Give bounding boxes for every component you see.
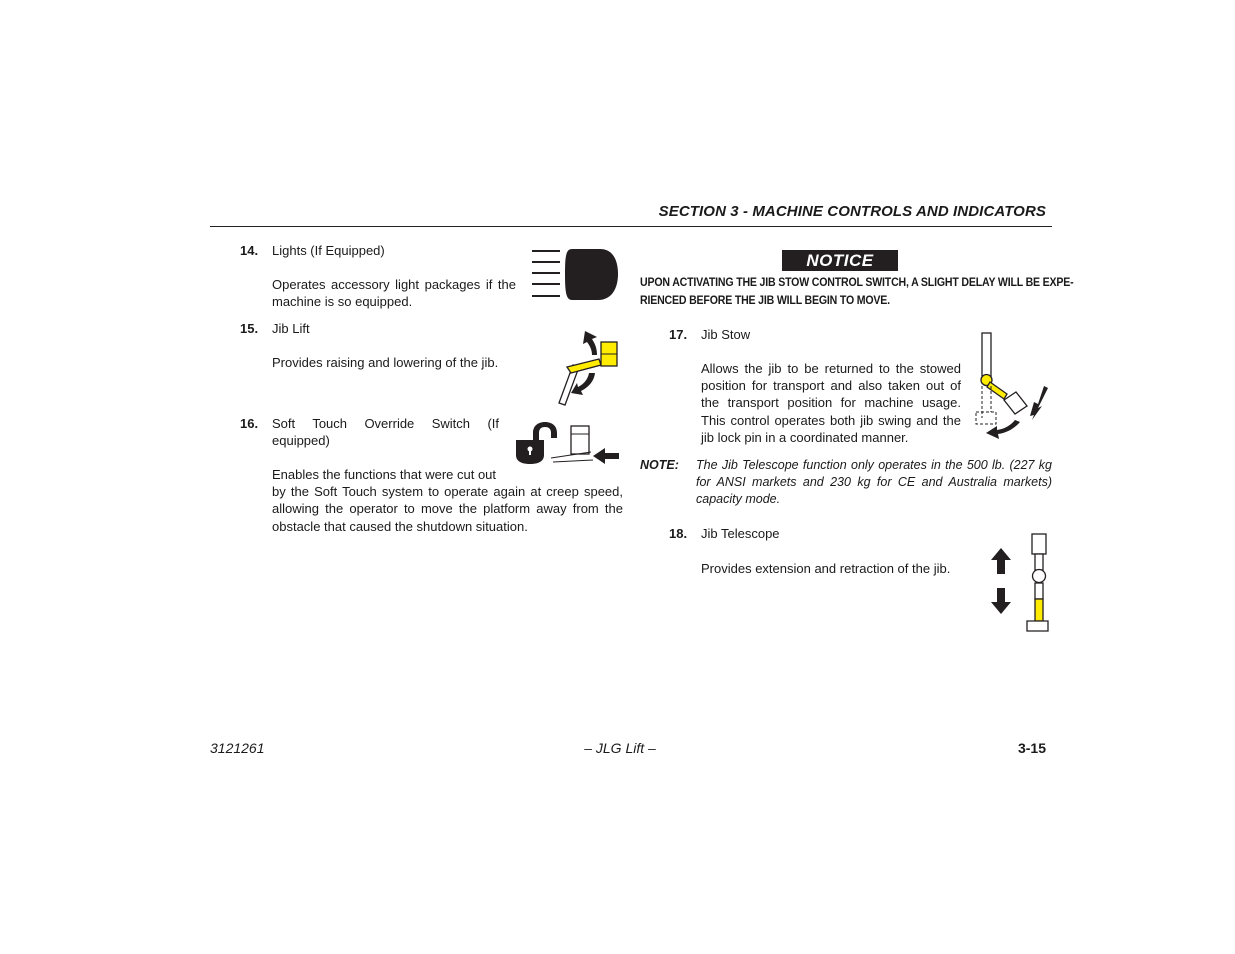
lights-icon bbox=[530, 248, 620, 304]
item-16-desc-line1: Enables the functions that were cut out bbox=[272, 467, 497, 482]
item-16-desc-line2: by the Soft Touch system to operate again at creep speed, bbox=[272, 484, 623, 499]
item-15-title: Jib Lift bbox=[272, 321, 310, 336]
header-divider bbox=[210, 226, 1052, 227]
item-16-title-line1: Soft Touch Override Switch (If bbox=[272, 416, 499, 431]
doc-number: 3121261 bbox=[210, 740, 265, 756]
item-15-number: 15. bbox=[240, 321, 259, 336]
section-title: SECTION 3 - MACHINE CONTROLS AND INDICATORS bbox=[658, 203, 1046, 220]
jib-stow-icon bbox=[972, 332, 1052, 442]
note-text: The Jib Telescope function only operates in the 500 lb. (227 kg for ANSI markets and 230 kg for CE and Australia markets) capacity mode. bbox=[696, 458, 1052, 507]
jib-telescope-icon bbox=[988, 532, 1052, 634]
item-17-desc-line5: jib lock pin in a coordinated manner. bbox=[701, 430, 909, 445]
notice-line-2: RIENCED BEFORE THE JIB WILL BEGIN TO MOVE. bbox=[640, 295, 890, 307]
item-18-number: 18. bbox=[669, 526, 688, 541]
item-17-title: Jib Stow bbox=[701, 327, 751, 342]
item-17-desc-line4: This control operates both jib swing and the bbox=[701, 413, 961, 428]
jib-lift-icon bbox=[545, 327, 620, 407]
item-18-desc: Provides extension and retraction of the jib. bbox=[701, 561, 951, 576]
item-14-desc-line2: machine is so equipped. bbox=[272, 294, 413, 309]
item-16-number: 16. bbox=[240, 416, 259, 431]
item-18-title: Jib Telescope bbox=[701, 526, 780, 541]
notice-text bbox=[640, 274, 1074, 310]
page-number: 3-15 bbox=[1017, 740, 1046, 756]
item-16-desc-line3: allowing the operator to move the platform away from the bbox=[272, 501, 623, 516]
item-17-desc-line1: Allows the jib to be returned to the stowed bbox=[701, 361, 961, 376]
soft-touch-override-icon bbox=[513, 422, 621, 466]
item-15-desc: Provides raising and lowering of the jib. bbox=[272, 355, 499, 370]
note-label: NOTE: bbox=[640, 458, 679, 472]
footer-center: – JLG Lift – bbox=[584, 740, 656, 756]
item-14-title: Lights (If Equipped) bbox=[272, 243, 385, 258]
item-17-number: 17. bbox=[669, 327, 688, 342]
notice-line-1: UPON ACTIVATING THE JIB STOW CONTROL SWITCH, A SLIGHT DELAY WILL BE EXPE- bbox=[640, 277, 1074, 289]
item-17-desc-line3: the transport position for machine usage. bbox=[701, 395, 961, 410]
item-17-desc-line2: position for transport and also taken out of bbox=[701, 378, 961, 393]
item-14-number: 14. bbox=[240, 243, 259, 258]
item-16-title-line2: equipped) bbox=[272, 433, 330, 448]
notice-badge: NOTICE bbox=[782, 250, 898, 271]
item-14-desc-line1: Operates accessory light packages if the bbox=[272, 277, 516, 292]
item-16-desc-line4: obstacle that caused the shutdown situation. bbox=[272, 519, 528, 534]
